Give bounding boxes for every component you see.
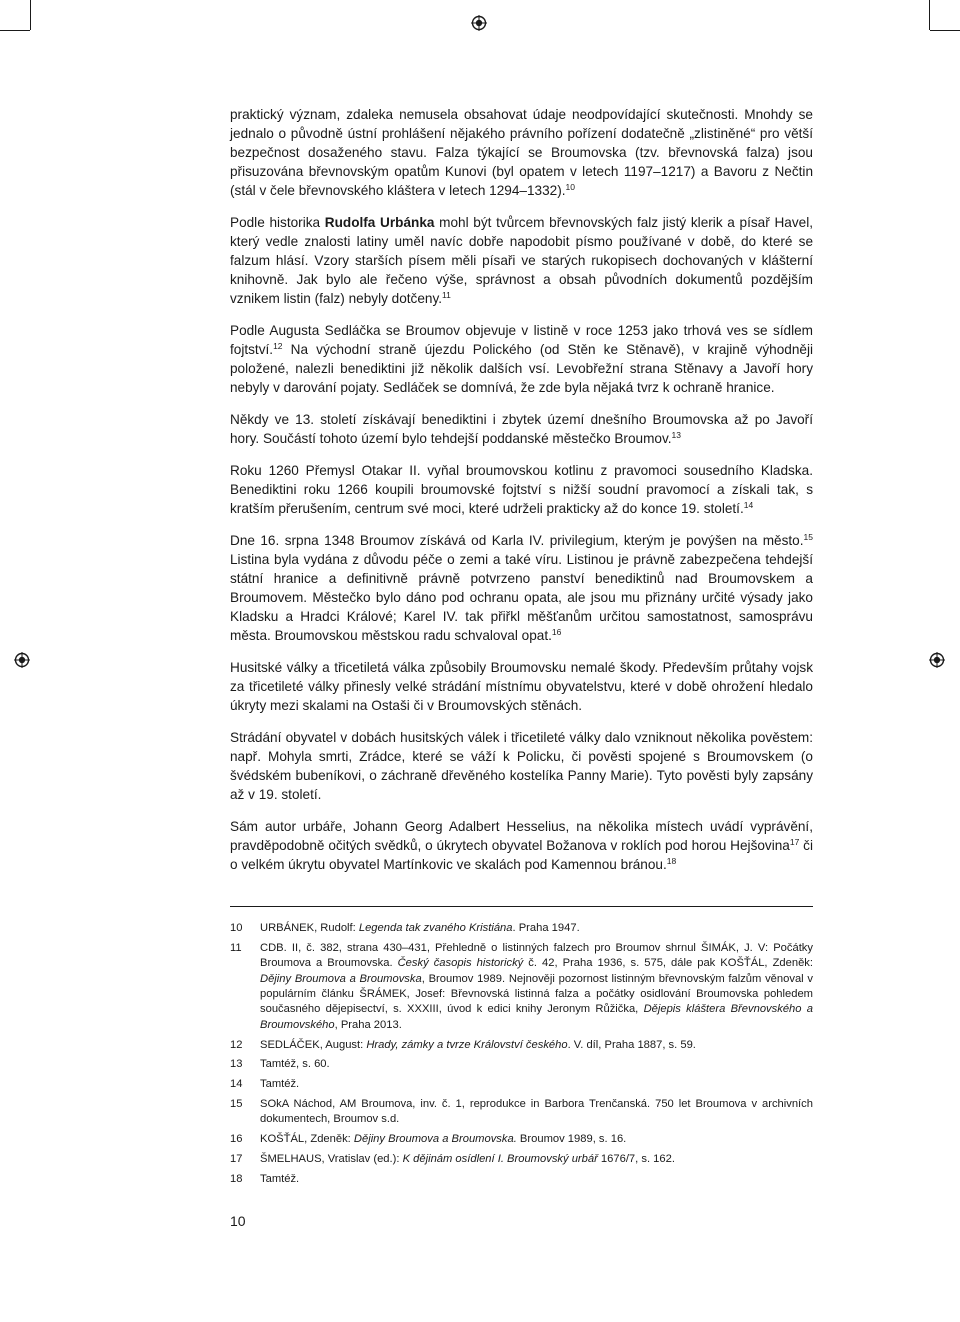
footnote-number: 16 <box>230 1133 243 1146</box>
paragraph <box>230 321 813 397</box>
crop-mark-top-left-h <box>0 30 30 31</box>
text-run: Roku 1260 Přemysl Otakar II. vyňal broumovskou kotlinu z pravomoci sousedního Kladska. Benediktini roku 1266 koupili broumovské fojtství s nižší soudní pravomocí a získali tak, s kratším přerušením, centrum své moci, které udrželi prakticky až do konce 19. století. <box>230 463 813 516</box>
text-run: Listina byla vydána z důvodu péče o zemi a také víru. Listinou je právně zabezpečena tehdejší státní hranice a definitivně právně potvrzeno panství benediktinů nad Broumovskem a Broumovem. Městečko bylo dáno pod ochranu opata, ale jsou mu přiznány určité výsady jako Kladsku a Hradci Králové; Karel IV. tak přiřkl měšťanům určitou samostatnost, samosprávu města. Broumovskou městskou radu schvaloval opat. <box>230 552 813 643</box>
footnote-text <box>260 1097 813 1128</box>
text-run: Sám autor urbáře, Johann Georg Adalbert Hesselius, na několika místech uvádí vyprávění, pravděpodobně očitých svědků, o úkrytech obyvatel Božanova v roklích pod horou Hejšovina <box>230 819 813 853</box>
bold-text: Rudolfa Urbánka <box>324 215 435 230</box>
paragraph <box>230 728 813 804</box>
footnote-ref: 13 <box>671 430 681 440</box>
footnote-number: 13 <box>230 1058 243 1071</box>
text-run: SOkA Náchod, AM Broumova, inv. č. 1, reprodukce in Barbora Trenčanská. 750 let Broumova v archivních dokumentech, Broumov s.d. <box>260 1098 813 1126</box>
footnote-number: 11 <box>230 941 242 954</box>
footnote <box>230 1132 813 1147</box>
paragraph <box>230 531 813 645</box>
footnote-text <box>260 1132 813 1147</box>
crop-mark-top-right-h <box>930 30 960 31</box>
italic-text: Legenda tak zvaného Kristiána <box>358 922 513 934</box>
footnote-ref: 15 <box>803 532 813 542</box>
text-run: praktický význam, zdaleka nemusela obsahovat údaje neodpovídající skutečnosti. Mnohdy se jednalo o původně ústní prohlášení nějakého právního pořízení dodatečně „zlistiněné“ pro větší bezpečnost dosaženého stavu. Falza týkající se Broumovska (tzv. břevnovská falza) jsou přisuzována břevnovským opatům Kunovi (byl opatem v letech 1197–1217) a Bavoru z Nečtin (stál v čele břevnovského kláštera v letech 1294–1332). <box>230 107 813 198</box>
text-run: Někdy ve 13. století získávají benediktini i zbytek území dnešního Broumovska až po Javoří hory. Součástí tohoto území bylo tehdejší poddanské městečko Broumov. <box>230 412 813 446</box>
footnote-number: 18 <box>230 1172 243 1185</box>
footnote-ref: 11 <box>442 290 451 300</box>
registration-mark-icon <box>929 652 945 668</box>
text-run: Tamtéž. <box>260 1078 300 1091</box>
footnote-ref: 12 <box>273 341 283 351</box>
text-run: Na východní straně újezdu Polického (od Stěn ke Stěnavě), v krajině výhodněji položené, nalezli benediktini již několik dalších vsí. Levobřežní strana Stěnavy a Javoří hory nebyly v darování pojaty. Sedláček se domnívá, že zde byla nějaká tvrz k ochraně hranice. <box>230 342 813 395</box>
text-run: Tamtéž. <box>260 1172 300 1185</box>
registration-mark-icon <box>14 652 30 668</box>
text-run: Broumov 1989, s. 16. <box>516 1133 627 1146</box>
paragraph <box>230 817 813 874</box>
text-run: URBÁNEK, Rudolf: <box>260 922 359 934</box>
text-run: Podle Augusta Sedláčka se Broumov objevuje v listině v roce 1253 jako trhová ves se sídlem fojtství. <box>230 323 813 357</box>
italic-text: Dějepis kláštera Břevnovského a Broumovského <box>260 1003 813 1031</box>
footnote <box>230 1097 813 1128</box>
text-run: Podle historika <box>230 215 325 230</box>
italic-text: Dějiny Broumova a Broumovska. <box>353 1133 517 1146</box>
footnote <box>230 1077 813 1092</box>
footnote-ref: 18 <box>666 856 677 866</box>
footnote <box>230 921 813 936</box>
footnote-number: 12 <box>230 1038 243 1051</box>
footnote-ref: 14 <box>743 500 754 510</box>
text-run: , Broumov 1989. Nejnověji pozornost listinným břevnovským falzům věnoval v populárním článku ŠRÁMEK, Josef: Břevnovská listinná falza a počátky osidlování Broumovska pohledem současného dějepisectví, s. XXXIII, úvod k edici knihy Jeronym Růžička, <box>260 972 813 1016</box>
footnote-text <box>260 941 813 1033</box>
footnote-text <box>260 1077 813 1092</box>
text-run: ŠMELHAUS, Vratislav (ed.): <box>260 1153 403 1166</box>
text-run: , Praha 2013. <box>334 1018 402 1031</box>
footnote-text <box>260 1038 813 1053</box>
text-run: Dne 16. srpna 1348 Broumov získává od Karla IV. privilegium, kterým je povýšen na město. <box>230 533 804 548</box>
page-number: 10 <box>230 1213 246 1229</box>
text-run: . Praha 1947. <box>512 922 580 934</box>
footnote-divider <box>230 906 813 907</box>
text-run: KOŠŤÁL, Zdeněk: <box>260 1133 354 1146</box>
footnote-ref: 10 <box>565 182 575 192</box>
footnote <box>230 1038 813 1053</box>
footnote-number: 10 <box>230 922 243 934</box>
text-run: mohl být tvůrcem břevnovských falz jistý klerik a písař Havel, který vedle znalosti latiny uměl navíc dobře napodobit písmo používané v době, do které se falzum hlásí. Vzory starších písem měli písaři ve starých rukopisech dochovaných v klášterní knihovně. Jak bylo ale řečeno výše, správnost a obsah původních dokumentů pozdějším vznikem listin (falz) nebyly dotčeny. <box>230 215 813 306</box>
paragraph <box>230 213 813 308</box>
footnote-text <box>260 921 813 936</box>
footnote-text <box>260 1152 813 1167</box>
italic-text: Dějiny Broumova a Broumovska <box>260 972 422 985</box>
footnote-ref: 17 <box>789 837 800 847</box>
italic-text: Hrady, zámky a tvrze Království českého <box>366 1038 568 1051</box>
footnote <box>230 941 813 1033</box>
footnotes <box>230 921 813 1192</box>
text-run: . V. díl, Praha 1887, s. 59. <box>567 1038 696 1051</box>
italic-text: Český časopis historický <box>397 957 524 970</box>
text-run: 1676/7, s. 162. <box>597 1153 675 1166</box>
footnote-number: 14 <box>230 1078 243 1091</box>
footnote-text <box>260 1057 813 1072</box>
italic-text: K dějinám osídlení I. Broumovský urbář <box>402 1153 598 1166</box>
paragraph <box>230 410 813 448</box>
paragraph <box>230 105 813 200</box>
text-run: č. 42, Praha 1936, s. 575, dále pak KOŠŤÁL, Zdeněk: <box>523 957 813 970</box>
text-run: SEDLÁČEK, August: <box>260 1038 367 1051</box>
paragraph <box>230 658 813 715</box>
paragraph <box>230 461 813 518</box>
crop-mark-top-left <box>30 0 31 30</box>
footnote <box>230 1172 813 1187</box>
footnote <box>230 1057 813 1072</box>
text-run: Tamtéž, s. 60. <box>260 1058 330 1071</box>
crop-mark-top-right <box>929 0 930 30</box>
footnote-number: 17 <box>230 1153 243 1166</box>
text-run: Husitské války a třicetiletá válka způsobily Broumovsku nemalé škody. Především průtahy vojsk za třicetileté války přinesly velké strádání místnímu obyvatelstvu, které v době ohrožení hledalo úkryty mezi skalami na Ostaši či v Broumovských stěnách. <box>230 660 813 713</box>
footnote-text <box>260 1172 813 1187</box>
text-run: Strádání obyvatel v dobách husitských válek i třicetileté války dalo vzniknout několika pověstem: např. Mohyla smrti, Zrádce, které se váží k Policku, či pověsti spojené s Broumovskem (o švédském bubeníkovi, o záchraně dřevěného kostelíka Panny Marie). Tyto pověsti byly zapsány až v 19. století. <box>230 730 813 802</box>
body-text <box>230 105 813 887</box>
registration-mark-icon <box>471 15 487 31</box>
text-run: či o velkém úkrytu obyvatel Martínkovic ve skalách pod Kamennou bránou. <box>230 838 813 872</box>
footnote-ref: 16 <box>551 627 562 637</box>
footnote-number: 15 <box>230 1098 243 1111</box>
text-run: CDB. II, č. 382, strana 430–431, Přehledně o listinných falzech pro Broumov shrnul ŠIMÁK, J. V: Počátky Broumova a Broumovska. <box>260 941 813 970</box>
footnote <box>230 1152 813 1167</box>
